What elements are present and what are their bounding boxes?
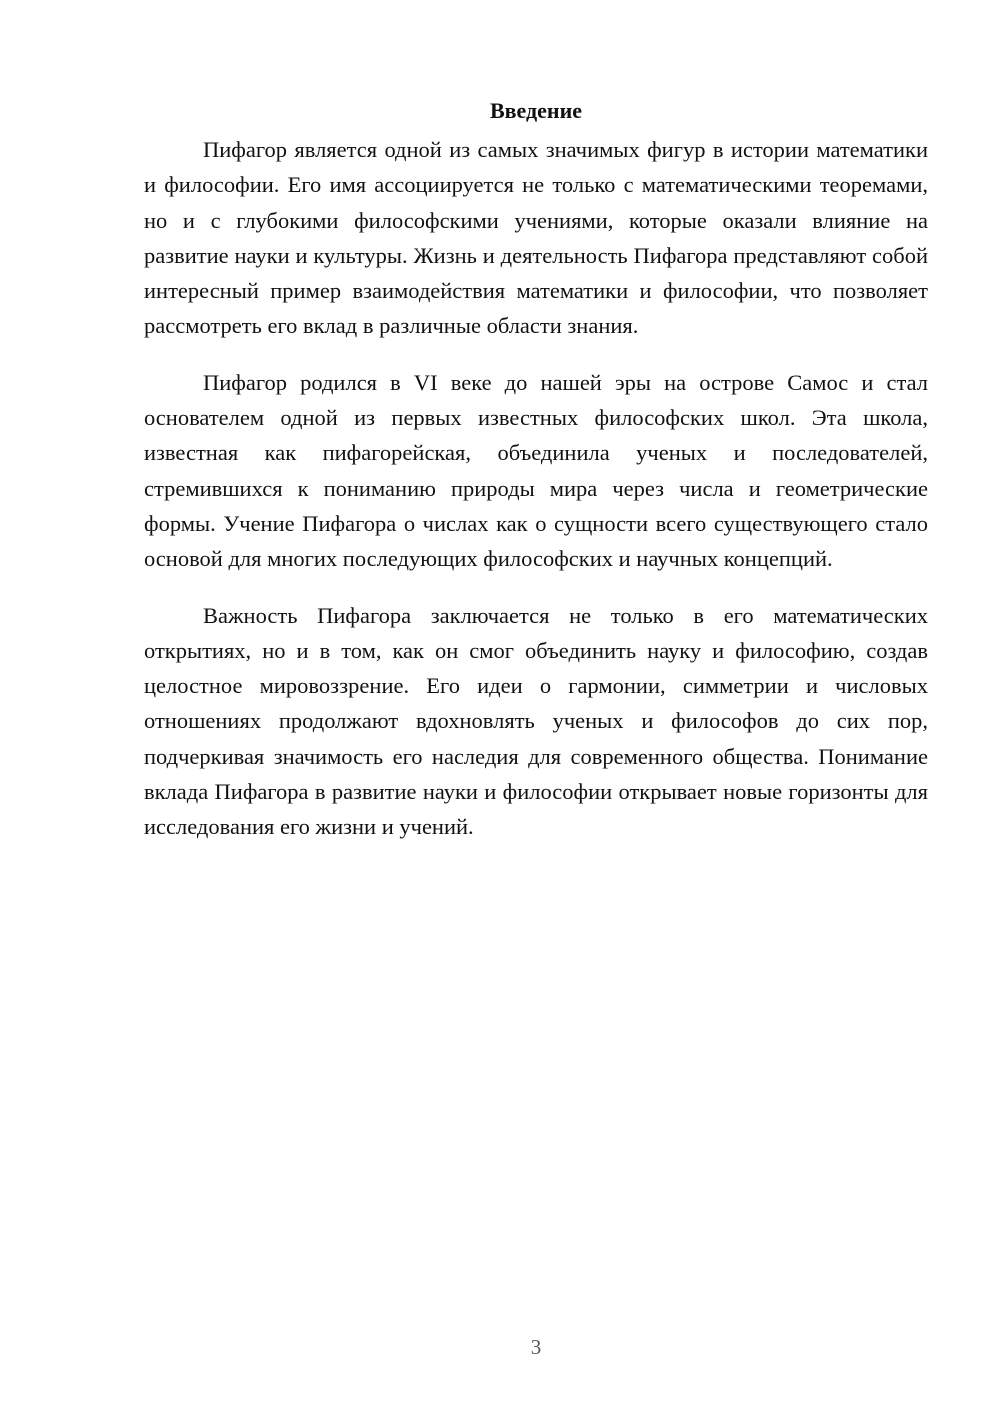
page-number: 3 [530,1335,542,1359]
paragraph-1: Пифагор является одной из самых значимых фигур в истории математики и философии. Его имя ассоциируется не только с математическими теоремами, но и с глубокими философскими учениями, которые оказали влияние на развитие науки и культуры. Жизнь и деятельность Пифагора представляют собой интересный пример взаимодействия математики и философии, что позволяет рассмотреть его вклад в различные области знания. [144,137,928,339]
paragraph-3: Важность Пифагора заключается не только в его математических открытиях, но и в том, как он смог объединить науку и философию, создав целостное мировоззрение. Его идеи о гармонии, симметрии и числовых отношениях продолжают вдохновлять ученых и философов до сих пор, подчеркивая значимость его наследия для современного общества. Понимание вклада Пифагора в развитие науки и философии открывает новые горизонты для исследования его жизни и учений. [144,602,928,840]
paragraph-2: Пифагор родился в VI веке до нашей эры на острове Самос и стал основателем одной из первых известных философских школ. Эта школа, известная как пифагорейская, объединила ученых и последователей, стремившихся к пониманию природы мира через числа и геометрические формы. Учение Пифагора о числах как о сущности всего существующего стало основой для многих последующих философских и научных концепций. [144,369,928,572]
page-content [144,96,928,866]
section-heading: Введение [489,98,583,123]
